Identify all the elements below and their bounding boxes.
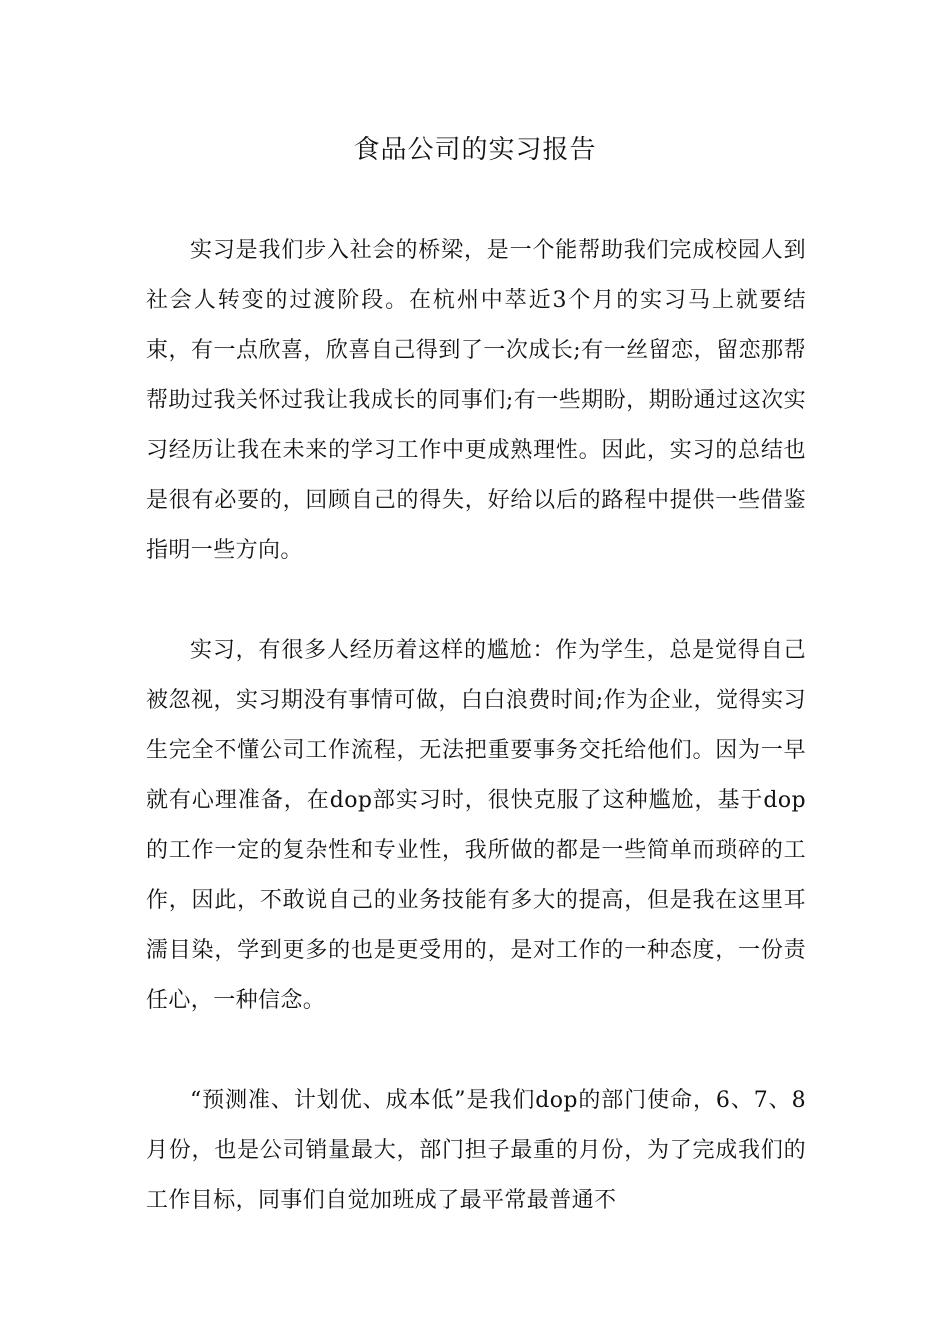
paragraph-1: 实习是我们步入社会的桥梁，是一个能帮助我们完成校园人到社会人转变的过渡阶段。在杭州中萃近3个月的实习马上就要结束，有一点欣喜，欣喜自己得到了一次成长;有一丝留恋，留恋那帮帮助过我关怀过我让我成长的同事们;有一些期盼，期盼通过这次实习经历让我在未来的学习工作中更成熟理性。因此，实习的总结也是很有必要的，回顾自己的得失，好给以后的路程中提供一些借鉴指明一些方向。 bbox=[146, 238, 806, 563]
document-title: 食品公司的实习报告 bbox=[353, 135, 597, 165]
paragraph-3: “预测准、计划优、成本低”是我们dop的部门使命，6、7、8月份，也是公司销量最大，部门担子最重的月份，为了完成我们的工作目标，同事们自觉加班成了最平常最普通不 bbox=[146, 1088, 806, 1213]
document-body bbox=[146, 226, 806, 1276]
paragraph-2: 实习，有很多人经历着这样的尴尬：作为学生，总是觉得自己被忽视，实习期没有事情可做，白白浪费时间;作为企业，觉得实习生完全不懂公司工作流程，无法把重要事务交托给他们。因为一早就有心理准备，在dop部实习时，很快克服了这种尴尬，基于dop的工作一定的复杂性和专业性，我所做的都是一些简单而琐碎的工作，因此，不敢说自己的业务技能有多大的提高，但是我在这里耳濡目染，学到更多的也是更受用的，是对工作的一种态度，一份责任心，一种信念。 bbox=[146, 638, 806, 1013]
